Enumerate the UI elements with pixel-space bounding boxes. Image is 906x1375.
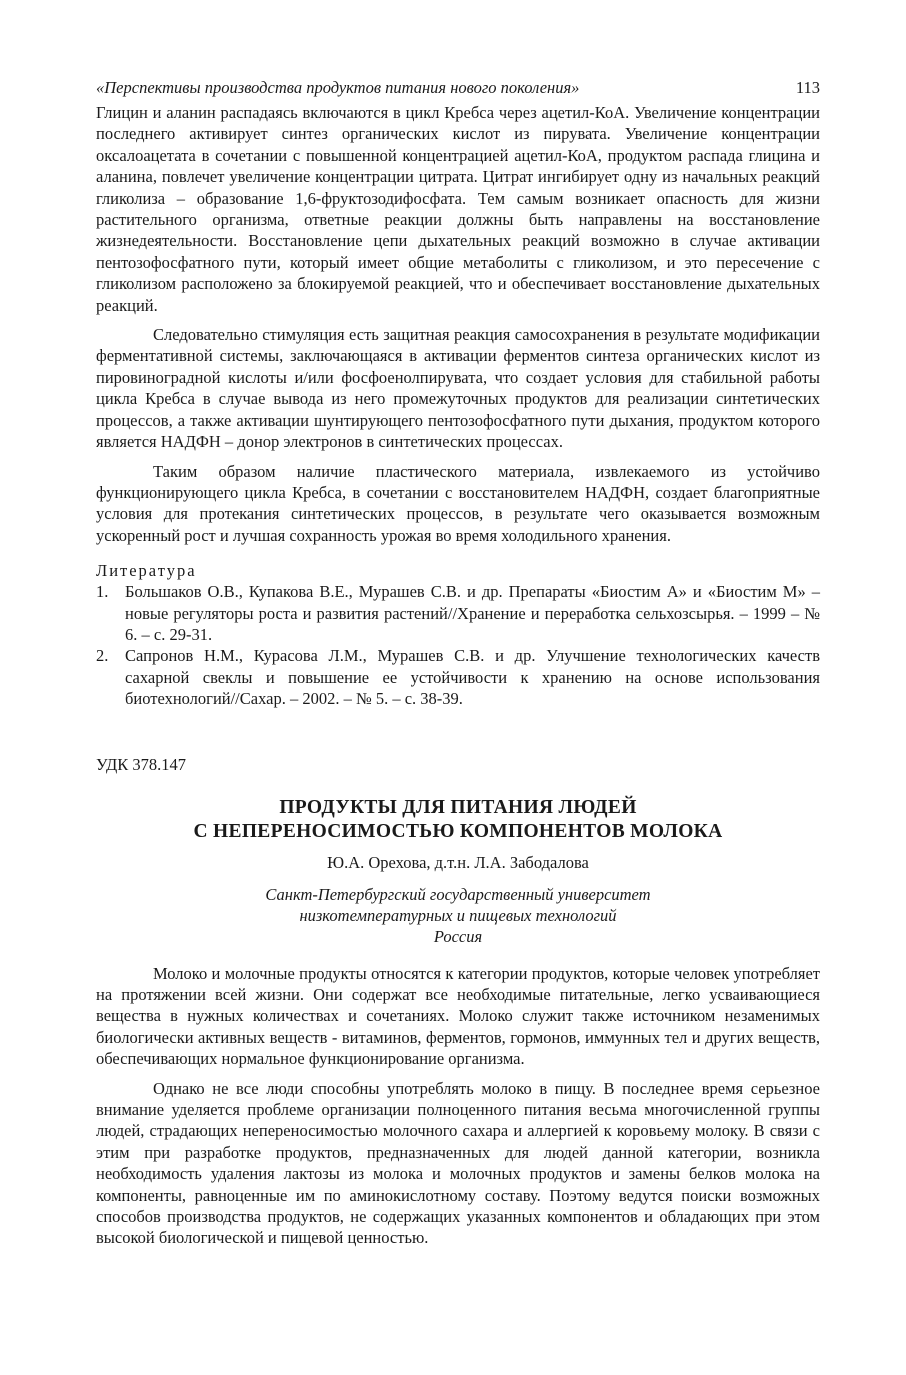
reference-item (96, 581, 820, 645)
reference-text: Большаков О.В., Купакова В.Е., Мурашев С.В. и др. Препараты «Биостим А» и «Биостим М» – новые регуляторы роста и развития растений//Хранение и переработка сельхозсырья. – 1999 – № 6. – с. 29-31. (125, 582, 820, 644)
authors: Ю.А. Орехова, д.т.н. Л.А. Забодалова (327, 852, 589, 872)
udc-code: УДК 378.147 (96, 754, 187, 774)
reference-item (96, 645, 820, 709)
affiliation (96, 884, 820, 947)
page (96, 78, 820, 1249)
affiliation-line-2: низкотемпературных и пищевых технологий (299, 905, 617, 925)
literature-heading: Литература (96, 561, 197, 581)
paragraph-3: Таким образом наличие пластического материала, извлекаемого из устойчиво функционирующего цикла Кребса, в сочетании с восстановителем НАДФН, создает благоприятные условия для протекания синтетических процессов, в результате чего оказывается возможным ускоренный рост и лучшая сохранность урожая во время холодильного хранения. (96, 461, 820, 545)
paragraph-2: Следовательно стимуляция есть защитная реакция самосохранения в результате модификации ферментативной системы, заключающаяся в активации ферментов синтеза органических кислот из пировиноградной кислоты и/или фосфоенолпирувата, что создает условия для стабильной работы цикла Кребса в случае вывода из него промежуточных продуктов для реализации синтетических процессов, а также активации шунтирующего пентозофосфатного пути дыхания, продуктом которого является НАДФН – донор электронов в синтетических процессах. (96, 325, 820, 452)
affiliation-country: Россия (433, 926, 483, 946)
reference-number: 2. (96, 646, 109, 666)
article-title-line-1: ПРОДУКТЫ ДЛЯ ПИТАНИЯ ЛЮДЕЙ (279, 796, 637, 818)
article-title-line-2: С НЕПЕРЕНОСИМОСТЬЮ КОМПОНЕНТОВ МОЛОКА (193, 820, 723, 842)
running-header (96, 78, 820, 102)
paragraph-1: Глицин и аланин распадаясь включаются в цикл Кребса через ацетил-КоА. Увеличение концентрации последнего активирует синтез органических кислот из пирувата. Увеличение концентрации оксалоацетата в сочетании с повышенной концентрацией ацетил-КоА, продуктом распада глицина и аланина, повлечет увеличение концентрации цитрата. Цитрат ингибирует одну из начальных реакций гликолиза – образование 1,6-фруктозодифосфата. Тем самым возникает опасность для жизни растительного организма, ответные реакции должны быть направлены на восстановление жизнедеятельности. Восстановление цепи дыхательных реакций возможно в случае активации пентозофосфатного пути, который имеет общие метаболиты с гликолизом, и это пересечение с гликолизом расположено за блокируемой реакцией, что и обеспечивает восстановление дыхательных реакций. (96, 103, 820, 315)
article-paragraph-2: Однако не все люди способны употреблять молоко в пищу. В последнее время серьезное внимание уделяется проблеме организации полноценного питания весьма многочисленной группы людей, страдающих непереносимостью молочного сахара и аллергией к коровьему молоку. В связи с этим при разработке продуктов, предназначенных для людей данной категории, возникла необходимость удаления лактозы из молока и молочных продуктов и замены белков молока на компоненты, равноценные им по аминокислотному составу. Поэтому ведутся поиски возможных способов производства продуктов, не содержащих указанных компонентов и обладающих при этом высокой биологической и пищевой ценностью. (96, 1078, 820, 1248)
page-number: 113 (795, 78, 820, 97)
running-title: «Перспективы производства продуктов питания нового поколения» (96, 78, 580, 97)
article-title (96, 796, 820, 844)
article-paragraph-1: Молоко и молочные продукты относятся к категории продуктов, которые человек употребляет на протяжении всей жизни. Они содержат все необходимые питательные, легко усваивающиеся вещества в нужных количествах и сочетаниях. Молоко служит также источником незаменимых биологически активных веществ - витаминов, ферментов, гормонов, иммунных тел и других веществ, обеспечивающих нормальное функционирование организма. (96, 963, 820, 1069)
reference-text: Сапронов Н.М., Курасова Л.М., Мурашев С.В. и др. Улучшение технологических качеств сахарной свеклы и повышение ее устойчивости к хранению на основе использования биотехнологий//Сахар. – 2002. – № 5. – с. 38-39. (125, 646, 820, 709)
affiliation-line-1: Санкт-Петербургский государственный университет (265, 884, 651, 904)
reference-number: 1. (96, 582, 109, 602)
